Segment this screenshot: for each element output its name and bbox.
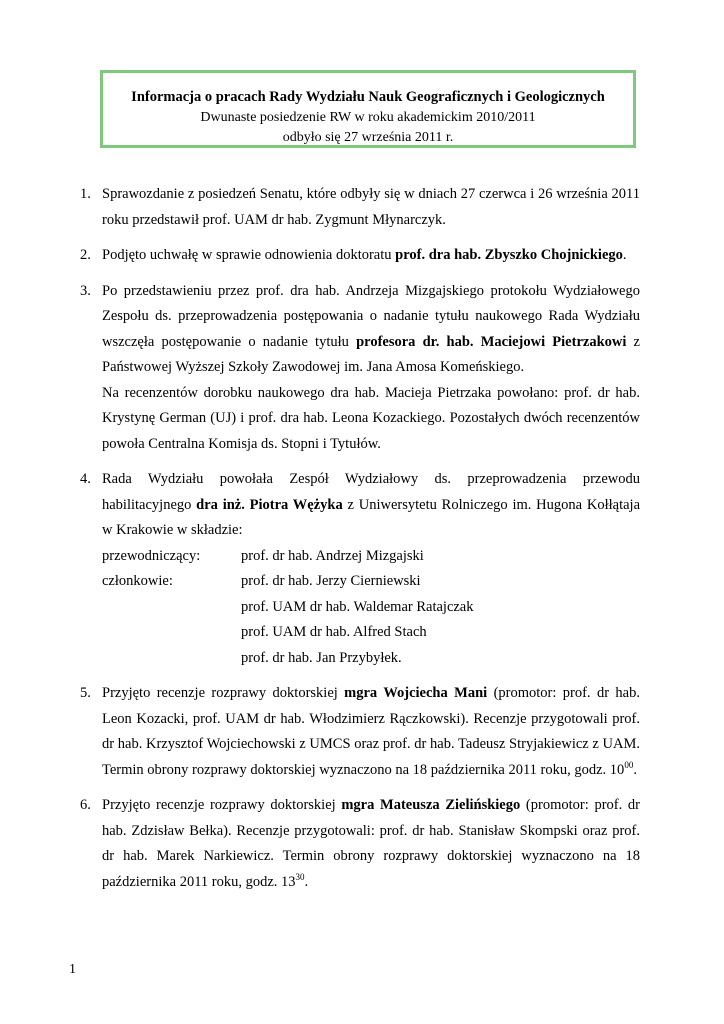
chair-name: prof. dr hab. Andrzej Mizgajski — [241, 547, 424, 564]
item-number: 1. — [80, 186, 91, 202]
time-superscript: 00 — [624, 759, 634, 770]
item-text: Sprawozdanie z posiedzeń Senatu, które odbyły się w dniach 27 czerwca i 26 września 2011 roku przedstawił prof. UAM dr hab. Zygmunt Młynarczyk. — [102, 186, 640, 228]
members-label: członkowie: — [102, 573, 173, 589]
list-item — [80, 182, 640, 233]
member-name: prof. UAM dr hab. Alfred Stach — [241, 624, 427, 640]
item-text: Przyjęto recenzje rozprawy doktorskiej — [102, 685, 345, 701]
item-text: Przyjęto recenzje rozprawy doktorskiej — [102, 797, 342, 813]
item-number: 2. — [80, 247, 91, 263]
meeting-info: Dwunaste posiedzenie RW w roku akademickim 2010/2011 — [200, 110, 536, 125]
list-item — [80, 793, 640, 895]
list-item — [80, 681, 640, 783]
item-text-end: (promotor: prof. dr hab. Leon Kozacki, prof. UAM dr hab. Włodzimierz Rączkowski). Recenzje przygotowali prof. dr hab. Krzysztof Wojciechowski z UMCS oraz prof. dr hab. Tadeusz Stryjakiewicz z UAM. Termin obrony rozprawy doktorskiej wyznaczono na 18 października 2011 roku, godz. 10 — [102, 685, 640, 778]
item-text: Podjęto uchwałę w sprawie odnowienia doktoratu — [102, 247, 396, 263]
item-text-end: . — [622, 247, 627, 263]
item-bold-name: mgra Wojciecha Mani — [344, 685, 488, 701]
item-number: 3. — [80, 282, 91, 299]
item-text: Rada Wydziału powołała Zespół Wydziałowy ds. przeprowadzenia przewodu habilitacyjnego — [102, 471, 640, 513]
committee-table — [102, 544, 640, 672]
list-item — [80, 279, 640, 458]
member-name: prof. dr hab. Jerzy Cierniewski — [241, 573, 421, 589]
item-text-end: (promotor: prof. dr hab. Zdzisław Bełka). Recenzje przygotowali: prof. dr hab. Stanisław Skompski oraz prof. dr hab. Marek Narkiewicz. Termin obrony rozprawy doktorskiej wyznaczono na 18 października 2011 roku, godz. 13 — [102, 797, 640, 890]
list-item — [80, 243, 640, 269]
document-title: Informacja o pracach Rady Wydziału Nauk Geograficznych i Geologicznych — [131, 89, 605, 105]
item-period: . — [304, 873, 309, 890]
item-number: 5. — [80, 685, 91, 701]
item-bold-name: profesora dr. hab. Maciejowi Pietrzakowi — [356, 333, 627, 350]
header-box — [100, 70, 636, 148]
item-bold-name: mgra Mateusza Zielińskiego — [341, 797, 521, 813]
meeting-date: odbyło się 27 września 2011 r. — [282, 130, 454, 145]
chair-label: przewodniczący: — [102, 547, 201, 564]
item-number: 4. — [80, 471, 91, 487]
item-text-end: z Państwowej Wyższej Szkoły Zawodowej im. Jana Amosa Komeńskiego. — [102, 333, 640, 375]
list-item — [80, 467, 640, 671]
member-name: prof. UAM dr hab. Waldemar Ratajczak — [241, 598, 474, 615]
page-number: 1 — [69, 962, 76, 977]
member-name: prof. dr hab. Jan Przybyłek. — [241, 649, 402, 666]
item-text: Po przedstawieniu przez prof. dra hab. Andrzeja Mizgajskiego protokołu Wydziałowego Zespołu ds. przeprowadzenia postępowania o nadanie tytułu naukowego Rada Wydziału wszczęła postępowanie o nadanie tytułu — [102, 282, 640, 350]
item-extra-text: Na recenzentów dorobku naukowego dra hab. Macieja Pietrzaka powołano: prof. dr hab. Krystynę German (UJ) i prof. dra hab. Leona Kozackiego. Pozostałych dwóch recenzentów powoła Centralna Komisja ds. Stopni i Tytułów. — [102, 384, 640, 452]
time-superscript: 30 — [295, 871, 305, 882]
item-number: 6. — [80, 797, 91, 813]
item-bold-name: dra inż. Piotra Wężyka — [196, 496, 343, 513]
item-bold-name: prof. dra hab. Zbyszko Chojnickiego — [395, 247, 623, 263]
item-text-end: z Uniwersytetu Rolniczego im. Hugona Kołłątaja w Krakowie w składzie: — [102, 496, 641, 538]
agenda-list — [80, 182, 640, 905]
item-period: . — [633, 761, 637, 778]
